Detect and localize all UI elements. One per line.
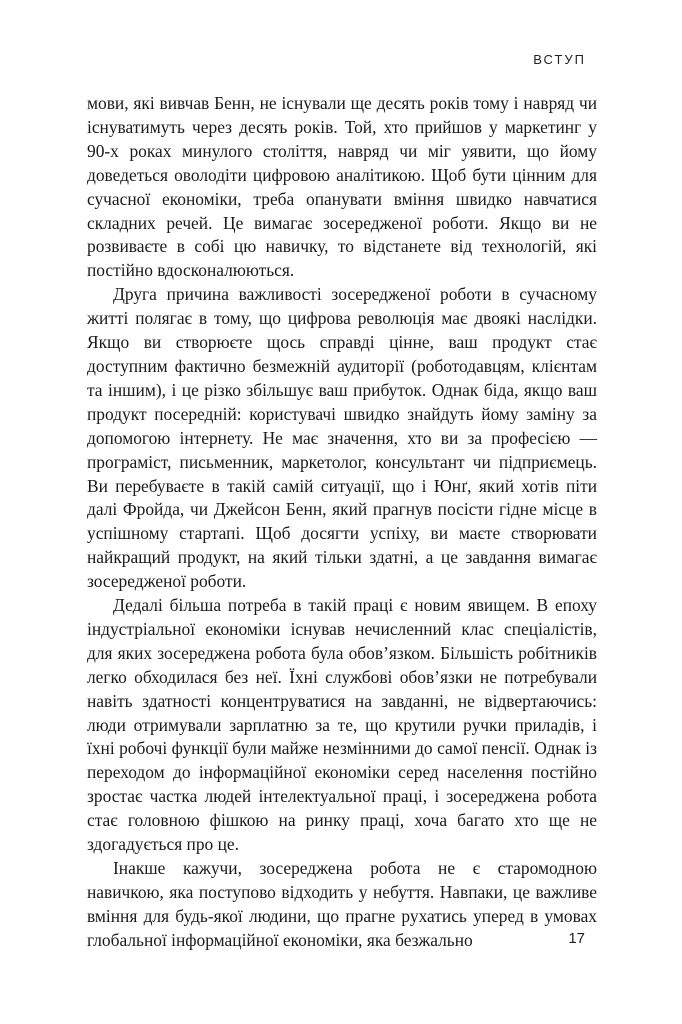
paragraph-2: Друга причина важливості зосередженої роботи в сучасному житті полягає в тому, що цифрова революція має двоякі наслідки. Якщо ви створюєте щось справді цінне, ваш продукт стає доступним фактично безмежній аудиторії (роботодавцям, клієнтам та іншим), і це різко збільшує ваш прибуток. Однак біда, якщо ваш продукт посередній: користувачі швидко знайдуть йому заміну за допомогою інтернету. Не має значення, хто ви за професією — програміст, письменник, маркетолог, консультант чи підприємець. Ви перебуваєте в такій самій ситуації, що і Юнґ, який хотів піти далі Фройда, чи Джейсон Бенн, який прагнув посісти гідне місце в успішному стартапі. Щоб досягти успіху, ви маєте створювати найкращий продукт, на який тільки здатні, а це завдання вимагає зосередженої роботи.	[87, 284, 597, 592]
paragraph-1: мови, які вивчав Бенн, не існували ще десять років тому і навряд чи існуватимуть через десять років. Той, хто прийшов у маркетинг у 90-х роках минулого століття, навряд чи міг уявити, що йому доведеться оволодіти цифровою аналітикою. Щоб бути цінним для сучасної економіки, треба опанувати вміння швидко навчатися складних речей. Це вимагає зосередженої роботи. Якщо ви не розвиваєте в собі цю навичку, то відстанете від технологій, які постійно вдосконалюються.	[87, 93, 597, 281]
paragraph-4: Інакше кажучи, зосереджена робота не є старомодною навичкою, яка поступово відходить у небуття. Навпаки, це важливе вміння для будь-якої людини, що прагне рухатись уперед в умовах глобальної інформаційної економіки, яка безжально	[87, 858, 597, 950]
paragraph-3: Дедалі більша потреба в такій праці є новим явищем. В епоху індустріальної економіки існував нечисленний клас спеціалістів, для яких зосереджена робота була обов’язком. Більшість робітників легко обходилася без неї. Їхні службові обов’язки не потребували навіть здатності концентруватися на завданні, не відвертаючись: люди отримували зарплатню за те, що крутили ручки приладів, і їхні робочі функції були майже незмінними до самої пенсії. Однак із переходом до інформаційної економіки серед населення постійно зростає частка людей інтелектуальної праці, і зосереджена робота стає головною фішкою на ринку праці, хоча багато хто ще не здогадується про це.	[87, 595, 597, 855]
running-head: ВСТУП	[533, 52, 586, 67]
page-number: 17	[568, 930, 585, 947]
body-text	[87, 92, 597, 953]
